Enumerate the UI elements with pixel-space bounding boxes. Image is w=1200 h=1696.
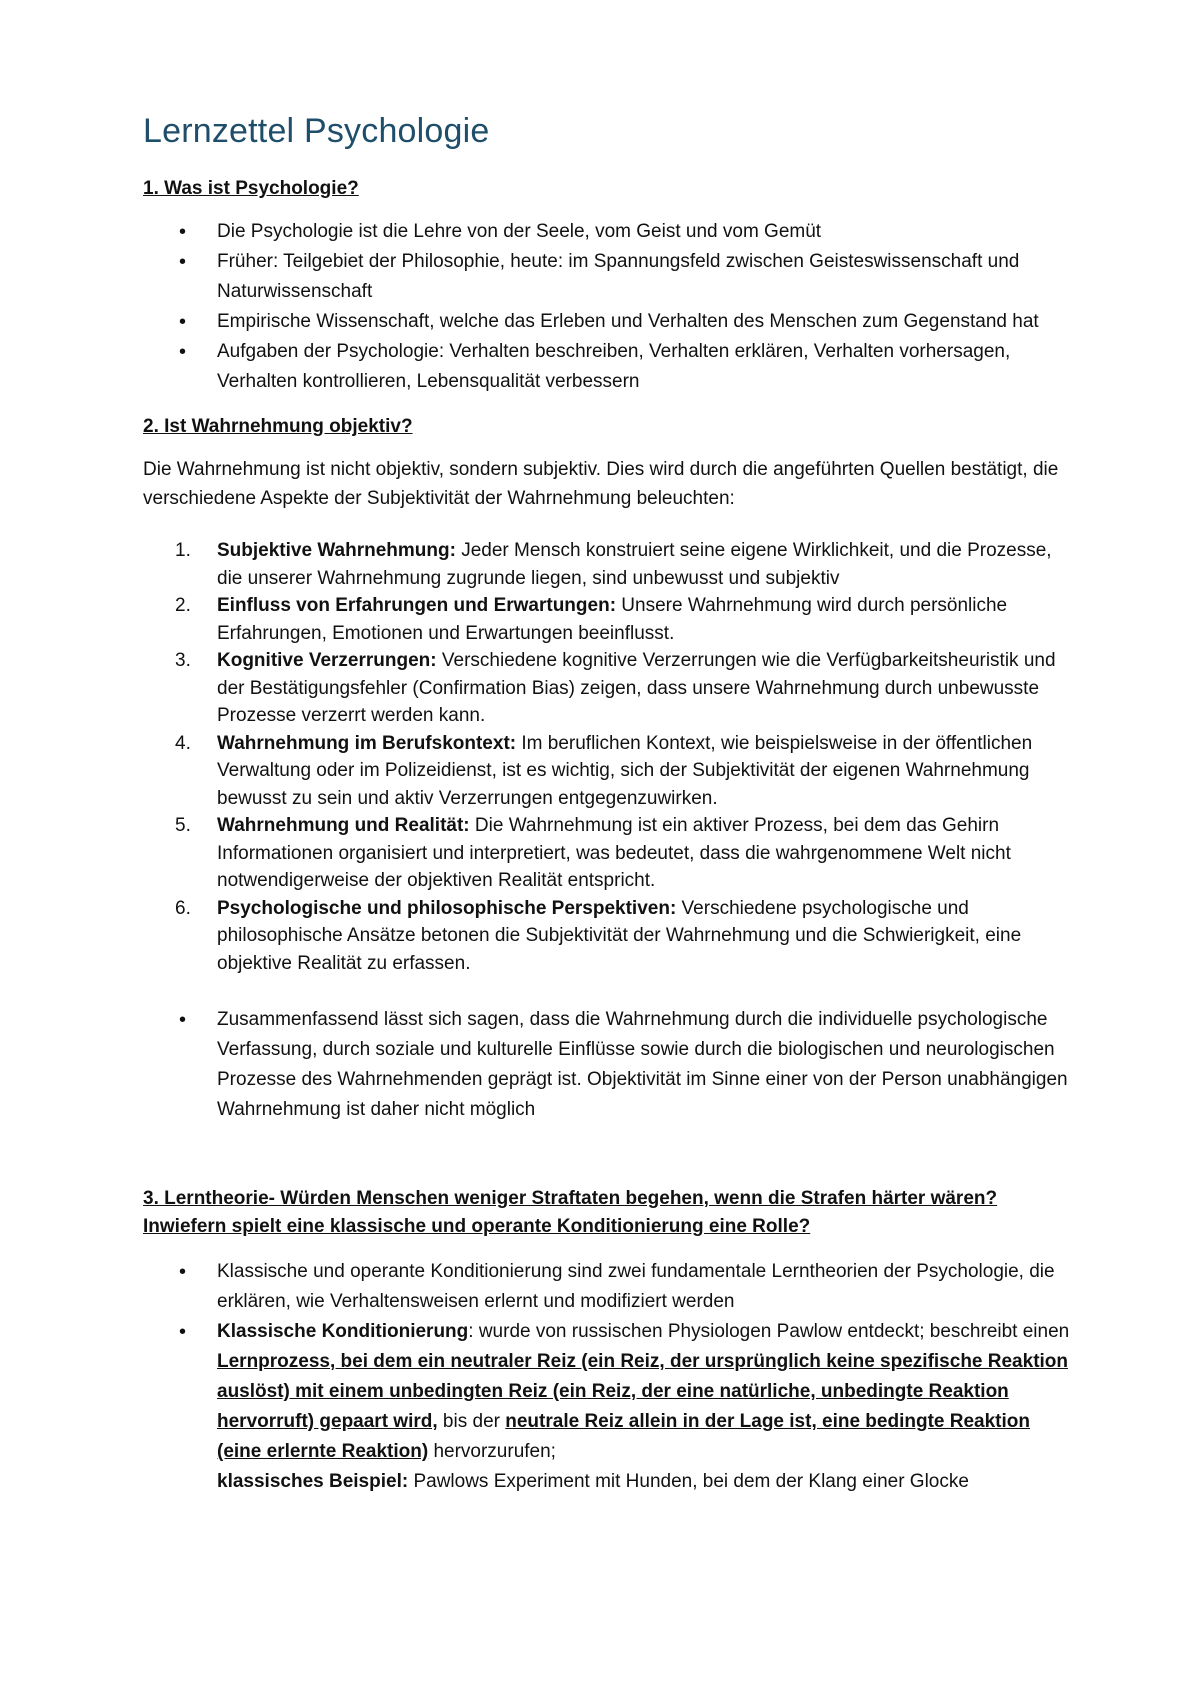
list-item bbox=[143, 647, 1070, 730]
item-text: Jeder Mensch konstruiert seine eigene Wirklichkeit, und die Prozesse, die unserer Wahrnehmung zugrunde liegen, sind unbewusst und subjektiv bbox=[217, 540, 1052, 589]
section-2-heading: 2. Ist Wahrnehmung objektiv? bbox=[143, 416, 413, 437]
section-1-bullet-list bbox=[143, 217, 1070, 397]
underlined-definition: Lernprozess, bei dem ein neutraler Reiz (ein Reiz, der ursprünglich keine spezifische Reaktion auslöst) mit einem unbedingten Reiz (ein Reiz, der eine natürliche, unbedingte Reaktion hervorruft) gepaart wird, bbox=[217, 1351, 1069, 1432]
item-number: 1. bbox=[175, 540, 191, 561]
page-title: Lernzettel Psychologie bbox=[143, 112, 490, 150]
list-item bbox=[143, 592, 1070, 647]
item-number: 6. bbox=[175, 897, 191, 919]
item-number: 4. bbox=[175, 732, 191, 754]
list-item bbox=[143, 730, 1070, 813]
list-item: • Zusammenfassend lässt sich sagen, dass die Wahrnehmung durch die individuelle psychologische Verfassung, durch soziale und kulturelle Einflüsse sowie durch die biologischen und neurologischen Prozesse des Wahrnehmenden geprägt ist. Objektivität im Sinne einer von der Person unabhängigen Wahrnehmung ist daher nicht möglich bbox=[143, 1005, 1070, 1125]
item-text: Die Wahrnehmung ist ein aktiver Prozess, bei dem das Gehirn Informationen organisiert und interpretiert, was bedeutet, dass die wahrgenommene Welt nicht notwendigerweise der objektiven Realität entspricht. bbox=[217, 815, 1011, 891]
item-number: 3. bbox=[175, 650, 191, 671]
item-term: Einfluss von Erfahrungen und Erwartungen: bbox=[217, 595, 617, 616]
section-2-intro: Die Wahrnehmung ist nicht objektiv, sondern subjektiv. Dies wird durch die angeführten Quellen bestätigt, die verschiedene Aspekte der Subjektivität der Wahrnehmung beleuchten: bbox=[143, 459, 1059, 509]
list-item bbox=[143, 812, 1070, 895]
item-number: 5. bbox=[175, 815, 191, 836]
item-term: Subjektive Wahrnehmung: bbox=[217, 540, 456, 561]
item-number: 2. bbox=[175, 595, 191, 616]
item-text: Unsere Wahrnehmung wird durch persönliche Erfahrungen, Emotionen und Erwartungen beeinflusst. bbox=[217, 595, 1008, 644]
underlined-definition: neutrale Reiz allein in der Lage ist, eine bedingte Reaktion (eine erlernte Reaktion) bbox=[217, 1411, 1030, 1462]
list-item bbox=[143, 1317, 1070, 1497]
list-item: • Die Psychologie ist die Lehre von der Seele, vom Geist und vom Gemüt bbox=[143, 217, 1070, 247]
term-klassisches-beispiel: klassisches Beispiel: bbox=[217, 1471, 409, 1492]
list-item: • Empirische Wissenschaft, welche das Erleben und Verhalten des Menschen zum Gegenstand hat bbox=[143, 307, 1070, 337]
section-3-heading: 3. Lerntheorie- Würden Menschen weniger Straftaten begehen, wenn die Strafen härter wären? Inwiefern spielt eine klassische und operante Konditionierung eine Rolle? bbox=[143, 1188, 998, 1237]
item-text: Im beruflichen Kontext, wie beispielsweise in der öffentlichen Verwaltung oder im Polizeidienst, ist es wichtig, sich der Subjektivität der eigenen Wahrnehmung bewusst zu sein und aktiv Verzerrungen entgegenzuwirken. bbox=[217, 732, 1033, 809]
section-2-numbered-list bbox=[143, 537, 1070, 977]
list-item: • Aufgaben der Psychologie: Verhalten beschreiben, Verhalten erklären, Verhalten vorhersagen, Verhalten kontrollieren, Lebensqualität verbessern bbox=[143, 337, 1070, 397]
item-term: Wahrnehmung und Realität: bbox=[217, 815, 470, 836]
list-item: • Klassische und operante Konditionierung sind zwei fundamentale Lerntheorien der Psychologie, die erklären, wie Verhaltensweisen erlernt und modifiziert werden bbox=[143, 1257, 1070, 1317]
list-item bbox=[143, 895, 1070, 978]
item-term: Psychologische und philosophische Perspektiven: bbox=[217, 897, 677, 919]
list-item bbox=[143, 537, 1070, 592]
text-part: bis der bbox=[437, 1411, 506, 1432]
item-text: Verschiedene psychologische und philosophische Ansätze betonen die Subjektivität der Wahrnehmung und die Schwierigkeit, eine objektive Realität zu erfassen. bbox=[217, 897, 1022, 974]
item-term: Wahrnehmung im Berufskontext: bbox=[217, 732, 517, 754]
term-klassische-konditionierung: Klassische Konditionierung bbox=[217, 1321, 469, 1342]
text-part: : wurde von russischen Physiologen Pawlow entdeckt; beschreibt einen bbox=[468, 1321, 1070, 1342]
text-part: Pawlows Experiment mit Hunden, bei dem der Klang einer Glocke bbox=[408, 1471, 969, 1492]
list-item: • Früher: Teilgebiet der Philosophie, heute: im Spannungsfeld zwischen Geisteswissenschaft und Naturwissenschaft bbox=[143, 247, 1070, 307]
item-text: Verschiedene kognitive Verzerrungen wie die Verfügbarkeitsheuristik und der Bestätigungsfehler (Confirmation Bias) zeigen, dass unsere Wahrnehmung durch unbewusste Prozesse verzerrt werden kann. bbox=[217, 650, 1056, 726]
section-3-bullet-list bbox=[143, 1257, 1070, 1497]
section-2-summary-list bbox=[143, 1005, 1070, 1125]
section-1-heading: 1. Was ist Psychologie? bbox=[143, 178, 359, 199]
item-term: Kognitive Verzerrungen: bbox=[217, 650, 437, 671]
text-part: hervorzurufen; bbox=[428, 1441, 556, 1462]
